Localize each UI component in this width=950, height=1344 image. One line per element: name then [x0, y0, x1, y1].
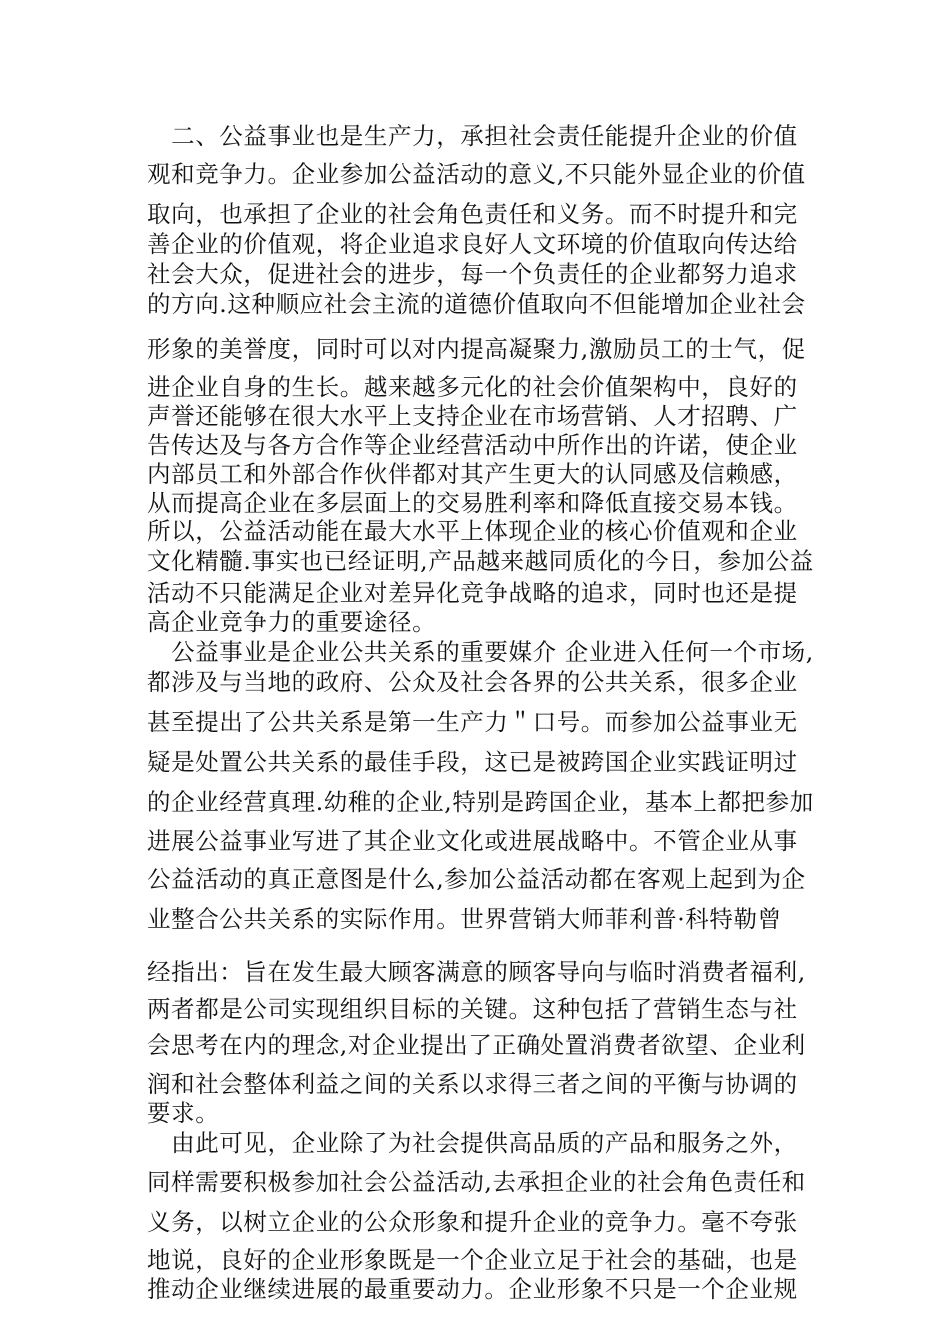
text-line: 的企业经营真理.幼稚的企业,特别是跨国企业，基本上都把参加	[147, 788, 814, 816]
text-line: 内部员工和外部合作伙伴都对其产生更大的认同感及信赖感，	[147, 460, 798, 488]
text-line: 都涉及与当地的政府、公众及社会各界的公共关系，很多企业	[147, 668, 798, 696]
text-line: 义务，以树立企业的公众形象和提升企业的竞争力。毫不夸张	[147, 1208, 798, 1236]
text-line: 公益事业是企业公共关系的重要媒介 企业进入任何一个市场,	[147, 638, 814, 666]
text-line: 社会大众，促进社会的进步，每一个负责任的企业都努力追求	[147, 260, 798, 288]
text-line: 会思考在内的理念,对企业提出了正确处置消费者欲望、企业利	[147, 1031, 806, 1059]
text-line: 地说，良好的企业形象既是一个企业立足于社会的基础，也是	[147, 1246, 798, 1274]
text-line: 进展公益事业写进了其企业文化或进展战略中。不管企业从事	[147, 827, 798, 855]
text-line: 善企业的价值观，将企业追求良好人文环境的价值取向传达给	[147, 230, 798, 258]
text-line: 所以，公益活动能在最大水平上体现企业的核心价值观和企业	[147, 517, 798, 545]
text-line: 的方向.这种顺应社会主流的道德价值取向不但能增加企业社会	[147, 290, 806, 318]
text-line: 两者都是公司实现组织目标的关键。这种包括了营销生态与社	[147, 995, 798, 1023]
text-line: 由此可见，企业除了为社会提供高品质的产品和服务之外，	[147, 1129, 798, 1157]
text-line: 推动企业继续进展的最重要动力。企业形象不只是一个企业规	[147, 1275, 798, 1303]
text-line: 告传达及与各方合作等企业经营活动中所作出的许诺，使企业	[147, 431, 798, 459]
text-line: 进企业自身的生长。越来越多元化的社会价值架构中，良好的	[147, 373, 798, 401]
text-line: 从而提高企业在多层面上的交易胜利率和降低直接交易本钱。	[147, 489, 798, 517]
text-line: 甚至提出了公共关系是第一生产力＂口号。而参加公益事业无	[147, 708, 798, 736]
text-line: 观和竞争力。企业参加公益活动的意义,不只能外显企业的价值	[147, 160, 806, 188]
text-line: 文化精髓.事实也已经证明,产品越来越同质化的今日，参加公益	[147, 547, 814, 575]
text-line: 活动不只能满足企业对差异化竞争战略的追求，同时也还是提	[147, 579, 798, 607]
text-line: 同样需要积极参加社会公益活动,去承担企业的社会角色责任和	[147, 1168, 806, 1196]
text-line: 疑是处置公共关系的最佳手段，这已是被跨国企业实践证明过	[147, 748, 798, 776]
text-line: 要求。	[147, 1099, 220, 1127]
text-line: 二、公益事业也是生产力，承担社会责任能提升企业的价值	[147, 122, 798, 150]
text-line: 高企业竞争力的重要途径。	[147, 608, 437, 636]
text-line: 公益活动的真正意图是什么,参加公益活动都在客观上起到为企	[147, 865, 806, 893]
text-line: 业整合公共关系的实际作用。世界营销大师菲利普·科特勒曾	[147, 905, 782, 933]
text-line: 声誉还能够在很大水平上支持企业在市场营销、人才招聘、广	[147, 402, 798, 430]
text-line: 经指出：旨在发生最大顾客满意的顾客导向与临时消费者福利,	[147, 958, 806, 986]
text-line: 取向，也承担了企业的社会角色责任和义务。而不时提升和完	[147, 200, 798, 228]
text-line: 形象的美誉度，同时可以对内提高凝聚力,激励员工的士气，促	[147, 335, 806, 363]
text-line: 润和社会整体利益之间的关系以求得三者之间的平衡与协调的	[147, 1070, 798, 1098]
